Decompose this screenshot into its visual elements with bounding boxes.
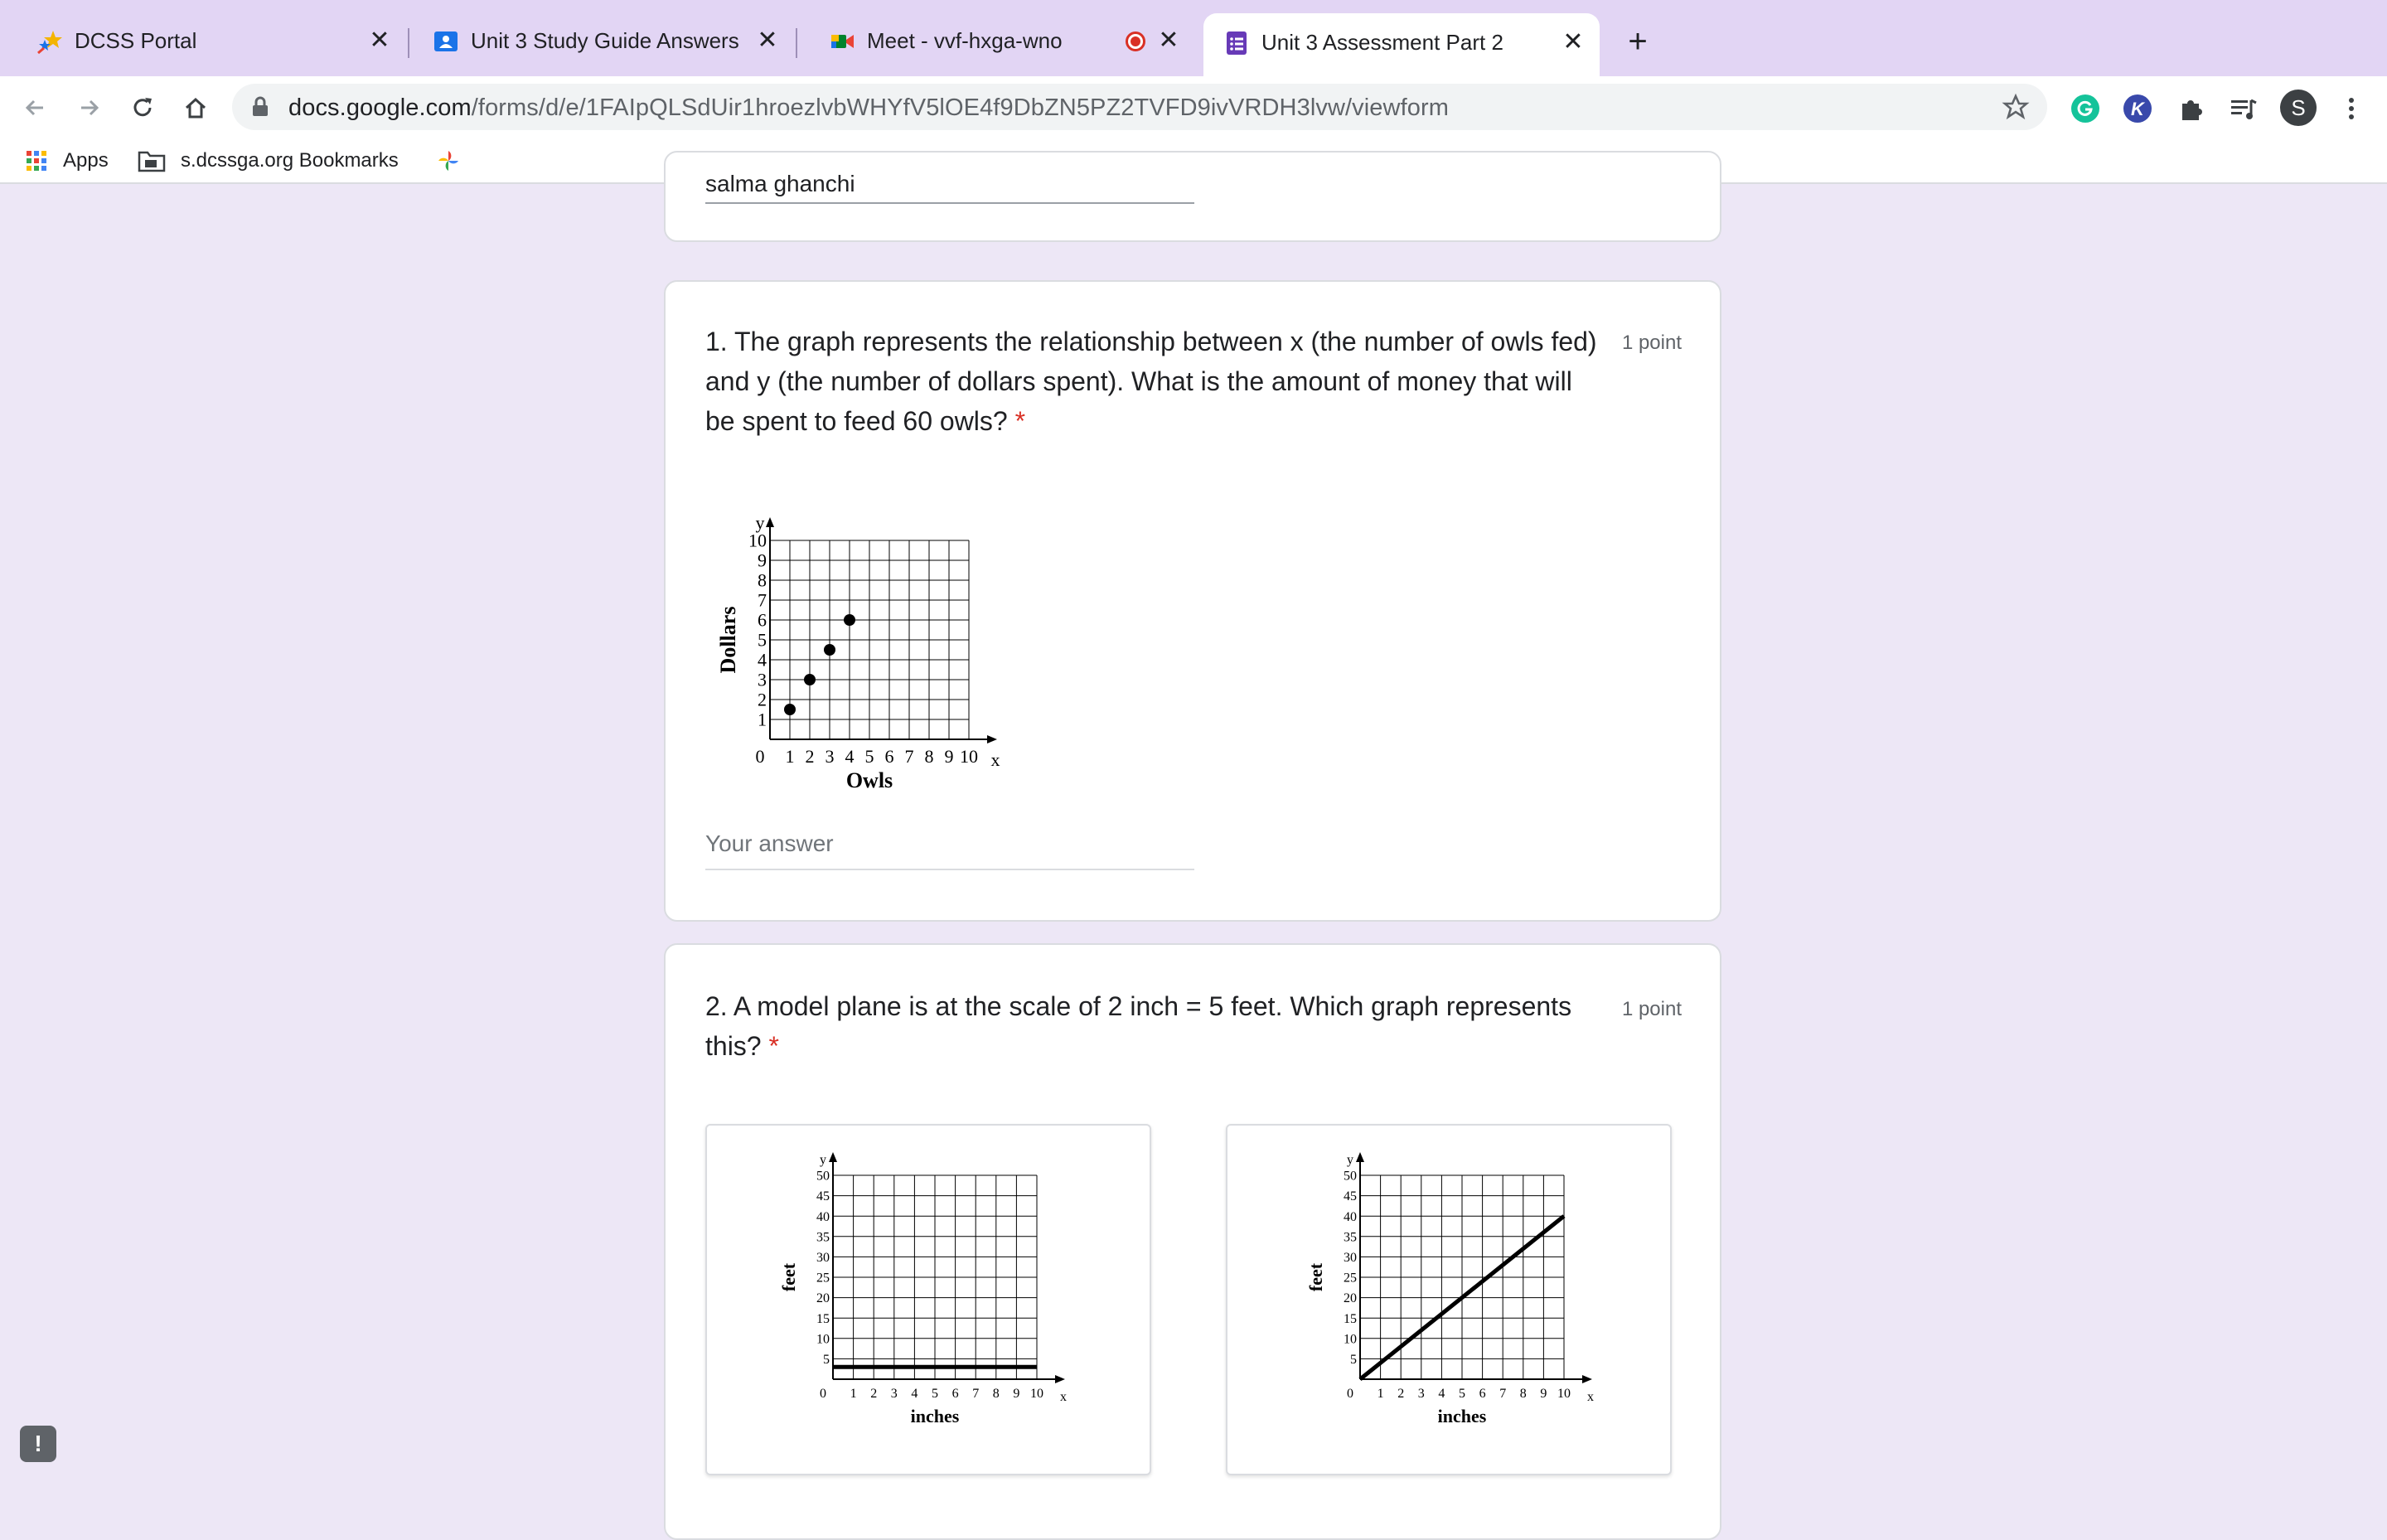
- y-tick-label: 35: [1344, 1230, 1357, 1245]
- media-controls-icon[interactable]: [2228, 93, 2259, 124]
- question-card-2: [664, 943, 1721, 1540]
- question-card-1: [664, 280, 1721, 922]
- y-tick-label: 15: [1344, 1311, 1357, 1326]
- close-tab-icon[interactable]: ✕: [369, 27, 390, 54]
- x-tick-label: 5: [932, 1387, 938, 1401]
- y-tick-label: 45: [816, 1189, 830, 1204]
- lock-icon: [250, 96, 270, 122]
- y-axis-arrow: [766, 517, 774, 527]
- x-tick-label: 4: [845, 746, 855, 767]
- x-tick-label: 2: [870, 1387, 878, 1401]
- address-bar[interactable]: [232, 84, 2047, 130]
- answer-input-underline[interactable]: [705, 869, 1194, 870]
- graph-option-2[interactable]: [1226, 1124, 1672, 1475]
- bookmark-star-icon[interactable]: [2002, 94, 2029, 124]
- y-tick-label: 7: [758, 589, 767, 611]
- y-tick-label: 5: [1350, 1353, 1357, 1367]
- x-axis-letter: x: [990, 749, 1000, 770]
- forward-button[interactable]: [68, 86, 111, 129]
- tab-title: DCSS Portal: [75, 28, 197, 53]
- question-2-title: 2. A model plane is at the scale of 2 inch = 5 feet. Which graph represents this?: [705, 991, 1572, 1061]
- grammarly-extension-icon[interactable]: [2070, 93, 2101, 124]
- y-axis-arrow: [1356, 1152, 1364, 1162]
- tab-title: Meet - vvf-hxga-wno: [867, 28, 1063, 53]
- answer-placeholder: Your answer: [705, 831, 834, 856]
- x-tick-label: 9: [944, 746, 954, 767]
- new-tab-button[interactable]: +: [1628, 23, 1648, 60]
- reload-button[interactable]: [121, 86, 164, 129]
- x-tick-label: 4: [911, 1387, 918, 1401]
- y-axis-arrow: [829, 1152, 837, 1162]
- y-axis-letter: y: [1347, 1153, 1353, 1167]
- inches-feet-line-chart: [707, 1126, 1150, 1474]
- y-tick-label: 4: [758, 649, 767, 671]
- x-tick-label: 10: [1557, 1387, 1571, 1401]
- data-point: [844, 614, 855, 626]
- x-tick-label: 2: [1397, 1387, 1405, 1401]
- home-icon: [182, 94, 209, 121]
- x-tick-label: 1: [1377, 1387, 1384, 1401]
- bookmark-folder-dcssga[interactable]: [138, 146, 399, 176]
- tab-assessment[interactable]: [1203, 13, 1600, 76]
- url-host: docs.google.com: [288, 94, 472, 121]
- x-axis-arrow: [987, 735, 997, 743]
- reload-icon: [129, 94, 156, 121]
- y-tick-label: 45: [1344, 1189, 1357, 1204]
- y-tick-label: 2: [758, 689, 767, 710]
- close-tab-icon[interactable]: ✕: [1158, 27, 1179, 54]
- x-axis-letter: x: [1060, 1390, 1067, 1404]
- dcss-star-icon: [36, 28, 63, 55]
- y-tick-label: 35: [816, 1230, 830, 1245]
- browser-toolbar: [0, 76, 2387, 139]
- x-tick-label: 8: [992, 1387, 1000, 1401]
- browser-tab-strip: [0, 0, 2387, 76]
- recording-indicator-icon: [1126, 31, 1145, 51]
- x-tick-label: 8: [924, 746, 934, 767]
- x-axis-title: Owls: [845, 768, 893, 792]
- report-feedback-button[interactable]: !: [20, 1426, 56, 1462]
- kami-extension-icon[interactable]: [2122, 93, 2153, 124]
- profile-avatar[interactable]: [2280, 90, 2317, 126]
- y-axis-title: Dollars: [716, 606, 740, 674]
- svg-text:K: K: [2131, 99, 2144, 119]
- back-button[interactable]: [13, 86, 56, 129]
- y-axis-letter: y: [820, 1153, 826, 1167]
- bookmark-apps[interactable]: [25, 146, 109, 176]
- y-tick-label: 25: [1344, 1271, 1357, 1286]
- form-page: [0, 171, 2387, 1492]
- graph-option-1[interactable]: [705, 1124, 1151, 1475]
- x-tick-label: 2: [805, 746, 815, 767]
- owls-dollars-scatter-chart: [705, 489, 1020, 792]
- origin-label: 0: [755, 746, 765, 767]
- x-tick-label: 7: [1499, 1387, 1507, 1401]
- y-tick-label: 30: [1344, 1251, 1357, 1265]
- x-tick-label: 6: [1479, 1387, 1486, 1401]
- tab-title: Unit 3 Study Guide Answers: [471, 28, 739, 53]
- y-tick-label: 15: [816, 1311, 830, 1326]
- y-tick-label: 1: [758, 709, 767, 730]
- tab-separator: [408, 28, 409, 58]
- url-path: /forms/d/e/1FAIpQLSdUir1hroezlvbWHYfV5lOE4f9DbZN5PZ2TVFD9ivVRDH3lvw/viewform: [471, 94, 1449, 121]
- x-tick-label: 8: [1519, 1387, 1527, 1401]
- close-tab-icon[interactable]: ✕: [757, 27, 778, 54]
- bookmark-google-photos[interactable]: [436, 146, 461, 176]
- required-asterisk: *: [768, 1031, 779, 1061]
- data-point: [804, 674, 816, 685]
- x-tick-label: 3: [1417, 1387, 1425, 1401]
- x-tick-label: 10: [960, 746, 978, 767]
- y-tick-label: 40: [1344, 1209, 1357, 1224]
- y-tick-label: 10: [748, 530, 767, 551]
- previous-question-card: [664, 151, 1721, 242]
- google-forms-icon: [1223, 30, 1250, 56]
- close-tab-icon[interactable]: ✕: [1562, 28, 1584, 56]
- y-tick-label: 5: [758, 629, 767, 651]
- x-axis-letter: x: [1587, 1390, 1594, 1404]
- google-classroom-icon: [433, 28, 459, 55]
- y-tick-label: 10: [1344, 1332, 1357, 1347]
- y-tick-label: 25: [816, 1271, 830, 1286]
- url-text: [288, 94, 1449, 122]
- x-tick-label: 10: [1030, 1387, 1043, 1401]
- question-1-title: 1. The graph represents the relationship between x (the number of owls fed) and y (the number of dollars spent). What is the amount of money that will be spent to feed 60 owls?: [705, 327, 1597, 436]
- x-tick-label: 6: [884, 746, 894, 767]
- bookmark-label: Apps: [63, 149, 109, 172]
- folder-icon: [138, 149, 166, 172]
- question-1-text: [705, 322, 1609, 441]
- origin-label: 0: [1347, 1387, 1353, 1401]
- x-tick-label: 1: [785, 746, 795, 767]
- x-tick-label: 5: [864, 746, 874, 767]
- y-tick-label: 10: [816, 1332, 830, 1347]
- bookmark-label: s.dcssga.org Bookmarks: [181, 149, 399, 172]
- apps-grid-icon: [25, 149, 48, 172]
- profile-initial: S: [2291, 94, 2306, 120]
- question-1-points: 1 point: [1621, 332, 1682, 354]
- y-tick-label: 20: [816, 1291, 830, 1306]
- google-photos-icon: [436, 148, 461, 173]
- tab-separator: [796, 28, 797, 58]
- y-axis-letter: y: [755, 512, 765, 533]
- y-tick-label: 8: [758, 569, 767, 591]
- x-tick-label: 4: [1438, 1387, 1445, 1401]
- y-axis-title: feet: [778, 1262, 799, 1292]
- x-axis-title: inches: [1437, 1406, 1487, 1426]
- tab-study-guide[interactable]: [413, 12, 794, 71]
- y-tick-label: 50: [1344, 1169, 1357, 1184]
- data-point: [784, 704, 796, 715]
- x-tick-label: 7: [904, 746, 914, 767]
- x-tick-label: 9: [1540, 1387, 1547, 1401]
- y-tick-label: 50: [816, 1169, 830, 1184]
- x-tick-label: 3: [825, 746, 835, 767]
- inches-feet-line-chart: [1227, 1126, 1670, 1474]
- tab-meet[interactable]: [809, 12, 1195, 71]
- required-asterisk: *: [1014, 406, 1026, 436]
- question-2-text: [705, 986, 1609, 1066]
- previous-answer-text: salma ghanchi: [705, 171, 855, 196]
- x-axis-arrow: [1582, 1375, 1592, 1383]
- google-meet-icon: [829, 28, 855, 55]
- y-axis-title: feet: [1305, 1262, 1326, 1292]
- tab-dcss-portal[interactable]: [17, 12, 406, 71]
- home-button[interactable]: [174, 86, 217, 129]
- y-tick-label: 9: [758, 550, 767, 571]
- question-2-points: 1 point: [1621, 998, 1682, 1020]
- previous-answer-underline: [705, 202, 1194, 204]
- origin-label: 0: [820, 1387, 826, 1401]
- x-tick-label: 5: [1459, 1387, 1465, 1401]
- data-point: [824, 644, 835, 656]
- extensions-puzzle-icon[interactable]: [2175, 93, 2206, 124]
- x-tick-label: 3: [890, 1387, 898, 1401]
- x-axis-title: inches: [910, 1406, 960, 1426]
- x-tick-label: 1: [850, 1387, 857, 1401]
- y-tick-label: 20: [1344, 1291, 1357, 1306]
- x-axis-arrow: [1055, 1375, 1065, 1383]
- y-tick-label: 6: [758, 609, 767, 631]
- forward-arrow-icon: [76, 94, 103, 121]
- x-tick-label: 6: [951, 1387, 959, 1401]
- y-tick-label: 30: [816, 1251, 830, 1265]
- x-tick-label: 7: [972, 1387, 980, 1401]
- back-arrow-icon: [22, 94, 48, 121]
- y-tick-label: 5: [823, 1353, 830, 1367]
- y-tick-label: 3: [758, 669, 767, 690]
- browser-menu-icon[interactable]: [2336, 93, 2367, 124]
- x-tick-label: 9: [1013, 1387, 1020, 1401]
- y-tick-label: 40: [816, 1209, 830, 1224]
- tab-title: Unit 3 Assessment Part 2: [1261, 30, 1503, 55]
